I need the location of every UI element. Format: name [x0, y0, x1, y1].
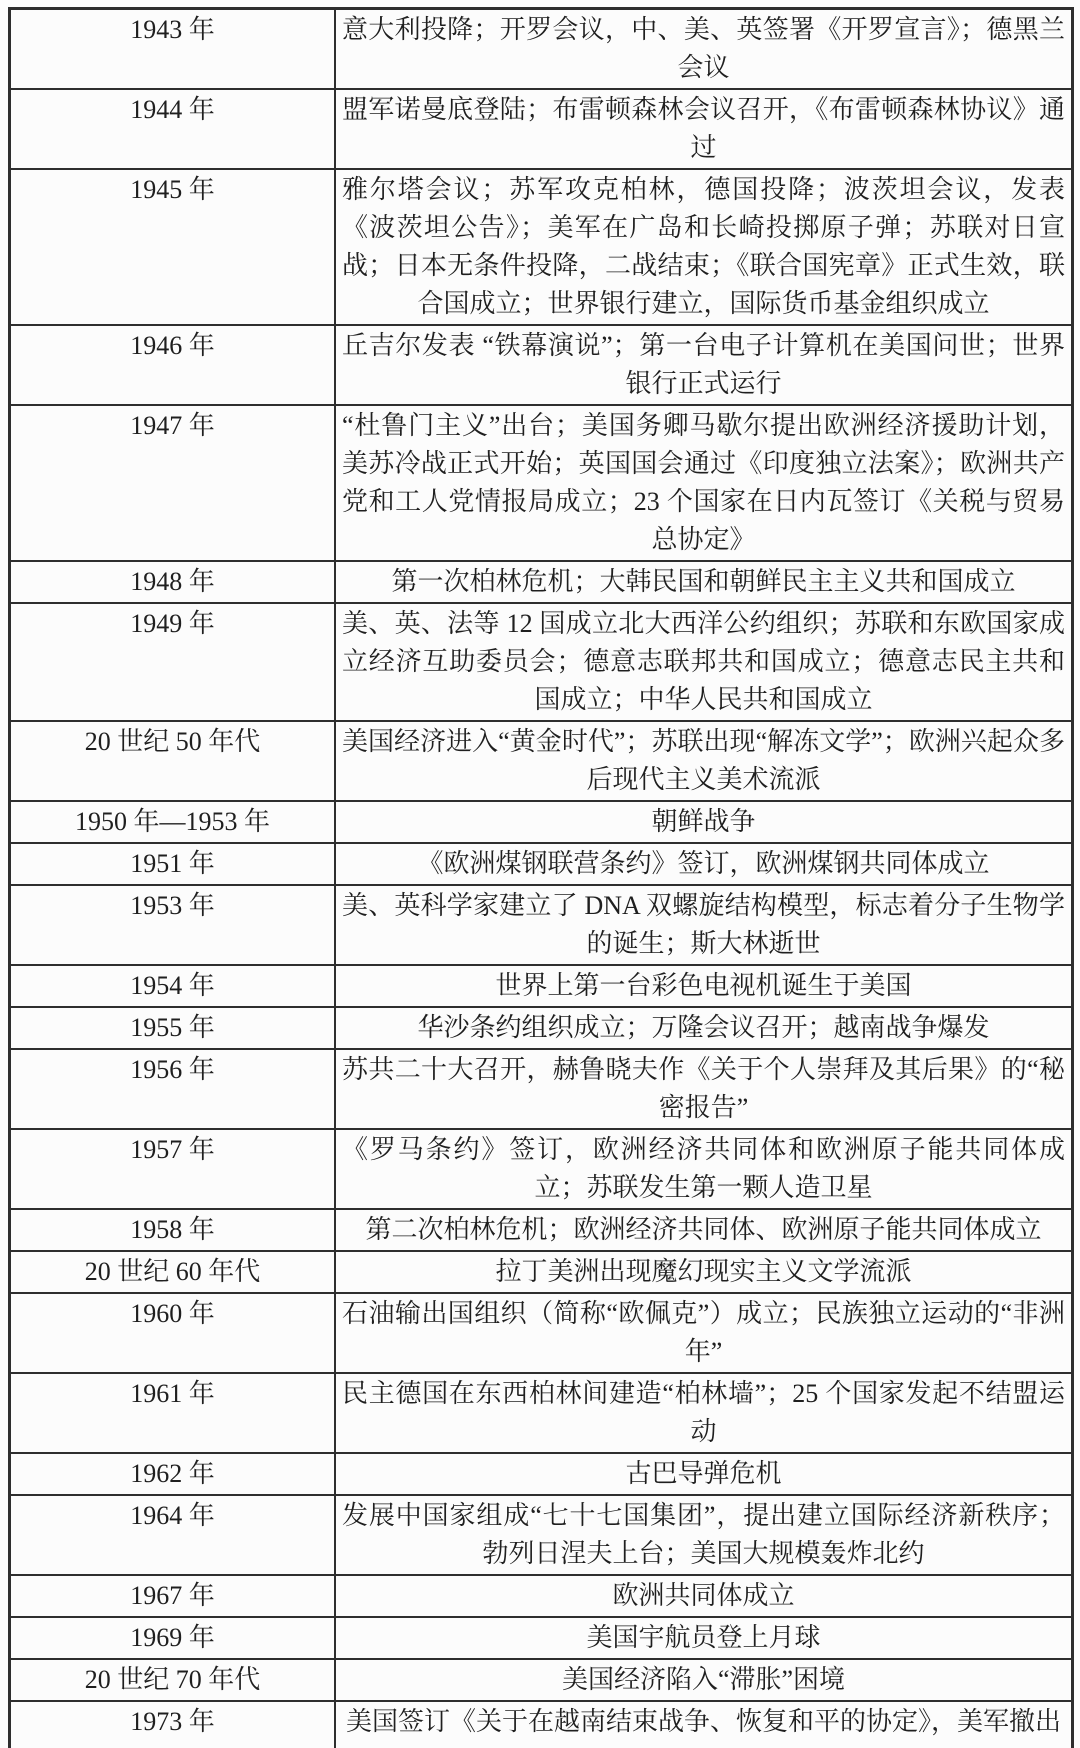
table-row — [10, 1575, 1072, 1617]
year-cell: 1948 年 — [10, 561, 335, 603]
timeline-table — [9, 8, 1073, 1748]
event-cell: 《欧洲煤钢联营条约》签订，欧洲煤钢共同体成立 — [335, 843, 1072, 885]
table-row — [10, 965, 1072, 1007]
event-cell: 苏共二十大召开，赫鲁晓夫作《关于个人崇拜及其后果》的“秘密报告” — [335, 1049, 1072, 1129]
year-cell: 1951 年 — [10, 843, 335, 885]
year-cell: 1950 年—1953 年 — [10, 801, 335, 843]
table-row — [10, 1453, 1072, 1495]
table-row — [10, 169, 1072, 325]
year-cell: 1944 年 — [10, 89, 335, 169]
year-cell: 1955 年 — [10, 1007, 335, 1049]
year-cell: 1960 年 — [10, 1293, 335, 1373]
event-cell: 世界上第一台彩色电视机诞生于美国 — [335, 965, 1072, 1007]
table-row — [10, 1495, 1072, 1575]
event-cell: 美国签订《关于在越南结束战争、恢复和平的协定》，美军撤出 — [335, 1701, 1072, 1748]
table-row — [10, 405, 1072, 561]
event-cell: 美、英科学家建立了 DNA 双螺旋结构模型，标志着分子生物学的诞生；斯大林逝世 — [335, 885, 1072, 965]
table-row — [10, 1617, 1072, 1659]
event-cell: 盟军诺曼底登陆；布雷顿森林会议召开，《布雷顿森林协议》通过 — [335, 89, 1072, 169]
table-row — [10, 1007, 1072, 1049]
table-row — [10, 1251, 1072, 1293]
table-row — [10, 1209, 1072, 1251]
event-cell: 美国经济陷入“滞胀”困境 — [335, 1659, 1072, 1701]
year-cell: 1967 年 — [10, 1575, 335, 1617]
table-row — [10, 885, 1072, 965]
event-cell: 意大利投降；开罗会议，中、美、英签署《开罗宣言》；德黑兰会议 — [335, 9, 1072, 89]
table-row — [10, 325, 1072, 405]
table-row — [10, 801, 1072, 843]
year-cell: 1958 年 — [10, 1209, 335, 1251]
year-cell: 1954 年 — [10, 965, 335, 1007]
year-cell: 1956 年 — [10, 1049, 335, 1129]
event-cell: 朝鲜战争 — [335, 801, 1072, 843]
table-row — [10, 561, 1072, 603]
table-row — [10, 1049, 1072, 1129]
event-cell: 欧洲共同体成立 — [335, 1575, 1072, 1617]
table-row — [10, 1659, 1072, 1701]
table-row — [10, 9, 1072, 89]
year-cell: 20 世纪 60 年代 — [10, 1251, 335, 1293]
event-cell: 第一次柏林危机；大韩民国和朝鲜民主主义共和国成立 — [335, 561, 1072, 603]
event-cell: 雅尔塔会议；苏军攻克柏林，德国投降；波茨坦会议，发表《波茨坦公告》；美军在广岛和长崎投掷原子弹；苏联对日宣战；日本无条件投降，二战结束；《联合国宪章》正式生效，联合国成立；世界银行建立，国际货币基金组织成立 — [335, 169, 1072, 325]
event-cell: “杜鲁门主义”出台；美国务卿马歇尔提出欧洲经济援助计划，美苏冷战正式开始；英国国会通过《印度独立法案》；欧洲共产党和工人党情报局成立；23 个国家在日内瓦签订《关税与贸易总协定》 — [335, 405, 1072, 561]
table-row — [10, 1293, 1072, 1373]
event-cell: 美国经济进入“黄金时代”；苏联出现“解冻文学”；欧洲兴起众多后现代主义美术流派 — [335, 721, 1072, 801]
year-cell: 20 世纪 70 年代 — [10, 1659, 335, 1701]
year-cell: 1946 年 — [10, 325, 335, 405]
event-cell: 发展中国家组成“七十七国集团”，提出建立国际经济新秩序；勃列日涅夫上台；美国大规模轰炸北约 — [335, 1495, 1072, 1575]
event-cell: 美、英、法等 12 国成立北大西洋公约组织；苏联和东欧国家成立经济互助委员会；德意志联邦共和国成立；德意志民主共和国成立；中华人民共和国成立 — [335, 603, 1072, 721]
year-cell: 1964 年 — [10, 1495, 335, 1575]
event-cell: 丘吉尔发表 “铁幕演说”；第一台电子计算机在美国问世；世界银行正式运行 — [335, 325, 1072, 405]
event-cell: 石油输出国组织（简称“欧佩克”）成立；民族独立运动的“非洲年” — [335, 1293, 1072, 1373]
table-row — [10, 1701, 1072, 1748]
event-cell: 第二次柏林危机；欧洲经济共同体、欧洲原子能共同体成立 — [335, 1209, 1072, 1251]
table-row — [10, 1373, 1072, 1453]
timeline-table-body — [10, 9, 1072, 1748]
table-row — [10, 603, 1072, 721]
year-cell: 1943 年 — [10, 9, 335, 89]
year-cell: 20 世纪 50 年代 — [10, 721, 335, 801]
event-cell: 华沙条约组织成立；万隆会议召开；越南战争爆发 — [335, 1007, 1072, 1049]
table-row — [10, 721, 1072, 801]
year-cell: 1945 年 — [10, 169, 335, 325]
event-cell: 《罗马条约》签订，欧洲经济共同体和欧洲原子能共同体成立；苏联发生第一颗人造卫星 — [335, 1129, 1072, 1209]
year-cell: 1949 年 — [10, 603, 335, 721]
year-cell: 1953 年 — [10, 885, 335, 965]
event-cell: 拉丁美洲出现魔幻现实主义文学流派 — [335, 1251, 1072, 1293]
year-cell: 1962 年 — [10, 1453, 335, 1495]
year-cell: 1969 年 — [10, 1617, 335, 1659]
table-row — [10, 843, 1072, 885]
table-row — [10, 89, 1072, 169]
event-cell: 民主德国在东西柏林间建造“柏林墙”；25 个国家发起不结盟运动 — [335, 1373, 1072, 1453]
event-cell: 古巴导弹危机 — [335, 1453, 1072, 1495]
year-cell: 1973 年 — [10, 1701, 335, 1748]
year-cell: 1961 年 — [10, 1373, 335, 1453]
year-cell: 1947 年 — [10, 405, 335, 561]
event-cell: 美国宇航员登上月球 — [335, 1617, 1072, 1659]
table-row — [10, 1129, 1072, 1209]
year-cell: 1957 年 — [10, 1129, 335, 1209]
